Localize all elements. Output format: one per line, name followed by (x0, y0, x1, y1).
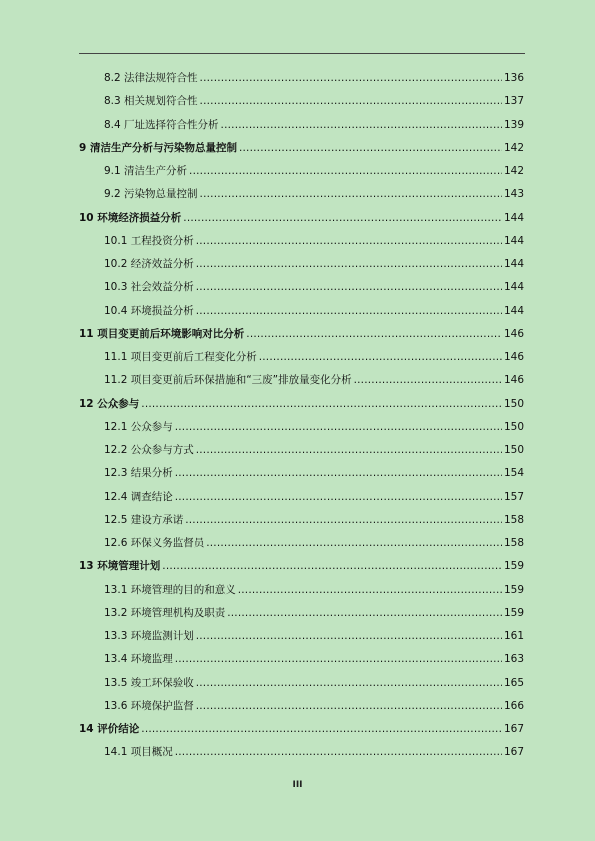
toc-entry-page: 161 (503, 630, 524, 642)
dot-leader (221, 118, 502, 132)
dot-leader (175, 652, 502, 666)
toc-entry-label: 13.4 环境监理 (104, 653, 173, 666)
dot-leader (175, 490, 502, 504)
dot-leader (185, 513, 502, 527)
toc-section-entry[interactable] (104, 230, 524, 248)
toc-entry-label: 12 公众参与 (79, 397, 140, 410)
toc-entry-label: 9.2 污染物总量控制 (104, 188, 198, 201)
toc-entry-page: 150 (503, 397, 524, 410)
toc-entry-label: 10.2 经济效益分析 (104, 258, 194, 270)
toc-entry-label: 13.3 环境监测计划 (104, 630, 194, 642)
toc-chapter-entry[interactable] (79, 137, 524, 155)
toc-section-entry[interactable] (104, 486, 524, 504)
toc-entry-page: 167 (503, 746, 524, 759)
toc-section-entry[interactable] (104, 602, 524, 620)
toc-entry-page: 143 (503, 188, 524, 201)
toc-entry-label: 12.2 公众参与方式 (104, 444, 194, 456)
dot-leader (259, 350, 502, 364)
toc-section-entry[interactable] (104, 346, 524, 364)
toc-entry-page: 144 (503, 258, 524, 270)
toc-entry-page: 146 (503, 351, 524, 363)
dot-leader (200, 187, 502, 201)
toc-chapter-entry[interactable] (79, 555, 524, 573)
toc-section-entry[interactable] (104, 67, 524, 85)
toc-entry-page: 150 (503, 444, 524, 456)
dot-leader (196, 629, 502, 643)
dot-leader (200, 71, 502, 85)
toc-section-entry[interactable] (104, 648, 524, 666)
toc-entry-label: 8.2 法律法规符合性 (104, 72, 198, 84)
toc-section-entry[interactable] (104, 416, 524, 434)
toc-section-entry[interactable] (104, 532, 524, 550)
dot-leader (196, 443, 502, 457)
toc-entry-page: 154 (503, 467, 524, 480)
dot-leader (141, 722, 502, 736)
toc-entry-page: 146 (503, 374, 524, 387)
toc-entry-page: 158 (503, 513, 524, 526)
toc-section-entry[interactable] (104, 160, 524, 178)
toc-section-entry[interactable] (104, 90, 524, 108)
toc-entry-label: 14 评价结论 (79, 723, 140, 735)
dot-leader (206, 536, 502, 550)
dot-leader (175, 466, 502, 480)
toc-entry-page: 139 (503, 118, 524, 131)
dot-leader (354, 373, 502, 387)
dot-leader (196, 234, 502, 248)
toc-entry-page: 142 (503, 165, 524, 177)
toc-section-entry[interactable] (104, 369, 524, 387)
toc-entry-label: 10 环境经济损益分析 (79, 211, 182, 224)
toc-section-entry[interactable] (104, 439, 524, 457)
toc-entry-page: 136 (503, 72, 524, 84)
toc-chapter-entry[interactable] (79, 323, 524, 341)
toc-section-entry[interactable] (104, 741, 524, 759)
toc-entry-page: 158 (503, 537, 524, 549)
toc-entry-page: 144 (503, 211, 524, 224)
toc-entry-label: 13.5 竣工环保验收 (104, 676, 194, 689)
dot-leader (227, 606, 502, 620)
toc-chapter-entry[interactable] (79, 207, 524, 225)
toc-entry-label: 12.5 建设方承诺 (104, 513, 184, 526)
toc-section-entry[interactable] (104, 253, 524, 271)
toc-entry-label: 14.1 项目概况 (104, 746, 173, 759)
toc-entry-page: 144 (503, 304, 524, 317)
toc-section-entry[interactable] (104, 695, 524, 713)
toc-entry-page: 144 (503, 281, 524, 294)
toc-section-entry[interactable] (104, 462, 524, 480)
toc-entry-page: 159 (503, 583, 524, 596)
toc-entry-label: 9 清洁生产分析与污染物总量控制 (79, 141, 237, 154)
toc-entry-label: 11 项目变更前后环境影响对比分析 (79, 327, 245, 340)
toc-entry-label: 10.1 工程投资分析 (104, 234, 194, 247)
toc-entry-label: 13.6 环境保护监督 (104, 699, 194, 712)
toc-entry-label: 12.6 环保义务监督员 (104, 537, 205, 549)
toc-section-entry[interactable] (104, 509, 524, 527)
toc-entry-page: 142 (503, 141, 524, 154)
toc-chapter-entry[interactable] (79, 393, 524, 411)
toc-entry-label: 9.1 清洁生产分析 (104, 165, 188, 177)
toc-entry-label: 10.3 社会效益分析 (104, 281, 194, 294)
toc-entry-label: 11.2 项目变更前后环保措施和“三废”排放量变化分析 (104, 374, 352, 387)
dot-leader (196, 304, 502, 318)
toc-entry-label: 13 环境管理计划 (79, 560, 161, 573)
dot-leader (239, 141, 502, 155)
dot-leader (196, 699, 502, 713)
toc-entry-page: 146 (503, 327, 524, 340)
dot-leader (200, 94, 502, 108)
toc-entry-label: 12.3 结果分析 (104, 467, 173, 480)
dot-leader (246, 327, 502, 341)
toc-entry-page: 167 (503, 723, 524, 735)
dot-leader (141, 397, 502, 411)
toc-entry-page: 157 (503, 490, 524, 503)
toc-entry-label: 13.2 环境管理机构及职责 (104, 606, 226, 619)
dot-leader (196, 280, 502, 294)
toc-entry-label: 8.4 厂址选择符合性分析 (104, 118, 219, 131)
toc-entry-page: 144 (503, 234, 524, 247)
toc-entry-page: 159 (503, 606, 524, 619)
dot-leader (175, 745, 502, 759)
page-number: III (292, 780, 303, 790)
toc-entry-page: 150 (503, 420, 524, 433)
toc-entry-label: 12.1 公众参与 (104, 420, 173, 433)
toc-entry-label: 10.4 环境损益分析 (104, 304, 194, 317)
toc-entry-label: 8.3 相关规划符合性 (104, 95, 198, 108)
dot-leader (162, 559, 502, 573)
dot-leader (196, 257, 502, 271)
toc-entry-page: 137 (503, 95, 524, 108)
dot-leader (175, 420, 502, 434)
dot-leader (183, 211, 502, 225)
toc-section-entry[interactable] (104, 276, 524, 294)
toc-entry-page: 163 (503, 653, 524, 666)
toc-entry-page: 159 (503, 560, 524, 573)
toc-section-entry[interactable] (104, 300, 524, 318)
toc-entry-page: 165 (503, 676, 524, 689)
toc-section-entry[interactable] (104, 183, 524, 201)
toc-section-entry[interactable] (104, 672, 524, 690)
toc-entry-label: 12.4 调查结论 (104, 490, 173, 503)
toc-entry-page: 166 (503, 699, 524, 712)
toc-section-entry[interactable] (104, 625, 524, 643)
dot-leader (196, 676, 502, 690)
toc-entry-label: 11.1 项目变更前后工程变化分析 (104, 351, 257, 363)
toc-section-entry[interactable] (104, 114, 524, 132)
dot-leader (189, 164, 502, 178)
header-rule (79, 53, 525, 54)
dot-leader (238, 583, 502, 597)
toc-entry-label: 13.1 环境管理的目的和意义 (104, 583, 236, 596)
toc-section-entry[interactable] (104, 579, 524, 597)
toc-chapter-entry[interactable] (79, 718, 524, 736)
